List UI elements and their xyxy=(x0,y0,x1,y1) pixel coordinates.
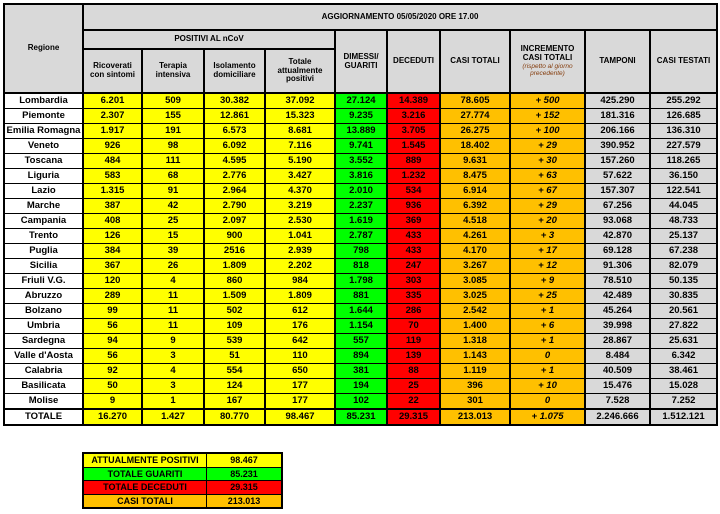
tamponi-cell: 8.484 xyxy=(585,349,650,364)
deceduti-cell: 286 xyxy=(387,304,440,319)
col-header-ricoverati-con-sintomi: Ricoverati con sintomi xyxy=(83,49,142,93)
tamponi-cell: 57.622 xyxy=(585,169,650,184)
ricoverati-cell: 1.315 xyxy=(83,184,142,199)
summary-label: TOTALE DECEDUTI xyxy=(83,481,207,495)
totale-positivi-cell: 176 xyxy=(265,319,335,334)
dimessi-guariti-cell: 381 xyxy=(335,364,387,379)
incremento-cell: + 3 xyxy=(510,229,585,244)
incremento-cell: + 67 xyxy=(510,184,585,199)
incremento-cell: + 10 xyxy=(510,379,585,394)
isolamento-cell: 2.097 xyxy=(204,214,265,229)
deceduti-cell: 88 xyxy=(387,364,440,379)
totale-positivi-cell: 642 xyxy=(265,334,335,349)
isolamento-cell: 167 xyxy=(204,394,265,410)
region-name-cell: Campania xyxy=(4,214,83,229)
terapia-cell: 11 xyxy=(142,319,204,334)
casi-totali-cell: 2.542 xyxy=(440,304,510,319)
isolamento-cell: 30.382 xyxy=(204,93,265,109)
isolamento-cell: 2.790 xyxy=(204,199,265,214)
tamponi-cell: 42.870 xyxy=(585,229,650,244)
table-row xyxy=(4,139,717,154)
table-row xyxy=(4,184,717,199)
ricoverati-cell: 120 xyxy=(83,274,142,289)
totale-positivi-cell: 7.116 xyxy=(265,139,335,154)
ricoverati-cell: 384 xyxy=(83,244,142,259)
deceduti-cell: 1.545 xyxy=(387,139,440,154)
incremento-cell: + 25 xyxy=(510,289,585,304)
tamponi-cell: 181.316 xyxy=(585,109,650,124)
totale-positivi-cell: 2.939 xyxy=(265,244,335,259)
region-name-cell: Marche xyxy=(4,199,83,214)
ricoverati-cell: 6.201 xyxy=(83,93,142,109)
col-header-regione: Regione xyxy=(4,4,83,93)
casi-testati-cell: 126.685 xyxy=(650,109,717,124)
casi-totali-cell: 301 xyxy=(440,394,510,410)
table-row xyxy=(4,259,717,274)
isolamento-cell: 1.809 xyxy=(204,259,265,274)
deceduti-cell: 3.216 xyxy=(387,109,440,124)
table-row xyxy=(4,229,717,244)
ricoverati-cell: 9 xyxy=(83,394,142,410)
terapia-cell: 11 xyxy=(142,304,204,319)
dimessi-guariti-cell: 27.124 xyxy=(335,93,387,109)
col-header-casi-totali: CASI TOTALI xyxy=(440,30,510,93)
col-header-terapia-intensiva: Terapia intensiva xyxy=(142,49,204,93)
casi-testati-cell: 25.137 xyxy=(650,229,717,244)
incremento-cell: + 1 xyxy=(510,364,585,379)
col-header-dimessi-guariti: DIMESSI/ GUARITI xyxy=(335,30,387,93)
ricoverati-cell: 16.270 xyxy=(83,409,142,425)
col-header-incremento xyxy=(510,30,585,93)
summary-value: 29.315 xyxy=(207,481,283,495)
region-name-cell: Sardegna xyxy=(4,334,83,349)
terapia-cell: 39 xyxy=(142,244,204,259)
incremento-cell: + 20 xyxy=(510,214,585,229)
casi-testati-cell: 67.238 xyxy=(650,244,717,259)
region-name-cell: Lombardia xyxy=(4,93,83,109)
terapia-cell: 3 xyxy=(142,349,204,364)
isolamento-cell: 554 xyxy=(204,364,265,379)
terapia-cell: 11 xyxy=(142,289,204,304)
casi-testati-cell: 7.252 xyxy=(650,394,717,410)
totale-positivi-cell: 984 xyxy=(265,274,335,289)
summary-table xyxy=(82,452,283,509)
tamponi-cell: 78.510 xyxy=(585,274,650,289)
ricoverati-cell: 2.307 xyxy=(83,109,142,124)
deceduti-cell: 3.705 xyxy=(387,124,440,139)
totale-positivi-cell: 5.190 xyxy=(265,154,335,169)
summary-value: 85.231 xyxy=(207,467,283,481)
terapia-cell: 15 xyxy=(142,229,204,244)
table-row xyxy=(4,199,717,214)
casi-testati-cell: 36.150 xyxy=(650,169,717,184)
terapia-cell: 91 xyxy=(142,184,204,199)
incremento-cell: + 29 xyxy=(510,139,585,154)
tamponi-cell: 45.264 xyxy=(585,304,650,319)
table-row xyxy=(4,334,717,349)
casi-totali-cell: 26.275 xyxy=(440,124,510,139)
casi-testati-cell: 122.541 xyxy=(650,184,717,199)
table-row xyxy=(4,274,717,289)
dimessi-guariti-cell: 1.798 xyxy=(335,274,387,289)
terapia-cell: 155 xyxy=(142,109,204,124)
isolamento-cell: 80.770 xyxy=(204,409,265,425)
covid-regions-table xyxy=(3,3,718,426)
summary-value: 98.467 xyxy=(207,453,283,467)
incremento-cell: + 29 xyxy=(510,199,585,214)
isolamento-cell: 4.595 xyxy=(204,154,265,169)
incremento-cell: + 500 xyxy=(510,93,585,109)
terapia-cell: 25 xyxy=(142,214,204,229)
incremento-cell: + 1 xyxy=(510,334,585,349)
totale-positivi-cell: 2.530 xyxy=(265,214,335,229)
incremento-cell: + 63 xyxy=(510,169,585,184)
casi-testati-cell: 1.512.121 xyxy=(650,409,717,425)
col-header-casi-testati: CASI TESTATI xyxy=(650,30,717,93)
incremento-cell: + 100 xyxy=(510,124,585,139)
incremento-cell: + 6 xyxy=(510,319,585,334)
terapia-cell: 191 xyxy=(142,124,204,139)
table-row xyxy=(4,109,717,124)
incremento-cell: + 12 xyxy=(510,259,585,274)
casi-totali-cell: 4.518 xyxy=(440,214,510,229)
ricoverati-cell: 56 xyxy=(83,349,142,364)
casi-testati-cell: 50.135 xyxy=(650,274,717,289)
incremento-cell: + 9 xyxy=(510,274,585,289)
terapia-cell: 111 xyxy=(142,154,204,169)
dimessi-guariti-cell: 13.889 xyxy=(335,124,387,139)
col-header-isolamento-domiciliare: Isolamento domiciliare xyxy=(204,49,265,93)
dimessi-guariti-cell: 2.787 xyxy=(335,229,387,244)
casi-totali-cell: 6.914 xyxy=(440,184,510,199)
incremento-cell: + 152 xyxy=(510,109,585,124)
deceduti-cell: 1.232 xyxy=(387,169,440,184)
casi-testati-cell: 227.579 xyxy=(650,139,717,154)
table-row xyxy=(4,349,717,364)
table-row xyxy=(4,304,717,319)
incremento-cell: + 30 xyxy=(510,154,585,169)
totale-row xyxy=(4,409,717,425)
table-row xyxy=(4,154,717,169)
summary-label: TOTALE GUARITI xyxy=(83,467,207,481)
dimessi-guariti-cell: 2.237 xyxy=(335,199,387,214)
casi-testati-cell: 6.342 xyxy=(650,349,717,364)
region-name-cell: Trento xyxy=(4,229,83,244)
casi-totali-cell: 6.392 xyxy=(440,199,510,214)
dimessi-guariti-cell: 85.231 xyxy=(335,409,387,425)
casi-testati-cell: 118.265 xyxy=(650,154,717,169)
tamponi-cell: 91.306 xyxy=(585,259,650,274)
region-name-cell: Veneto xyxy=(4,139,83,154)
tamponi-cell: 40.509 xyxy=(585,364,650,379)
deceduti-cell: 25 xyxy=(387,379,440,394)
table-row xyxy=(4,124,717,139)
totale-positivi-cell: 3.427 xyxy=(265,169,335,184)
deceduti-cell: 14.389 xyxy=(387,93,440,109)
deceduti-cell: 303 xyxy=(387,274,440,289)
casi-totali-cell: 4.170 xyxy=(440,244,510,259)
col-header-totale-attualmente-positivi: Totale attualmente positivi xyxy=(265,49,335,93)
isolamento-cell: 109 xyxy=(204,319,265,334)
totale-positivi-cell: 110 xyxy=(265,349,335,364)
ricoverati-cell: 92 xyxy=(83,364,142,379)
casi-testati-cell: 82.079 xyxy=(650,259,717,274)
isolamento-cell: 1.509 xyxy=(204,289,265,304)
dimessi-guariti-cell: 1.644 xyxy=(335,304,387,319)
casi-totali-cell: 1.318 xyxy=(440,334,510,349)
summary-row xyxy=(83,494,282,508)
dimessi-guariti-cell: 798 xyxy=(335,244,387,259)
terapia-cell: 509 xyxy=(142,93,204,109)
tamponi-cell: 206.166 xyxy=(585,124,650,139)
casi-totali-cell: 3.085 xyxy=(440,274,510,289)
incremento-cell: + 1.075 xyxy=(510,409,585,425)
col-header-incremento-label: INCREMENTO CASI TOTALI xyxy=(520,44,575,63)
summary-value: 213.013 xyxy=(207,494,283,508)
totale-positivi-cell: 15.323 xyxy=(265,109,335,124)
isolamento-cell: 900 xyxy=(204,229,265,244)
tamponi-cell: 157.307 xyxy=(585,184,650,199)
ricoverati-cell: 126 xyxy=(83,229,142,244)
terapia-cell: 42 xyxy=(142,199,204,214)
casi-testati-cell: 48.733 xyxy=(650,214,717,229)
region-name-cell: Puglia xyxy=(4,244,83,259)
terapia-cell: 98 xyxy=(142,139,204,154)
table-row xyxy=(4,379,717,394)
table-row xyxy=(4,319,717,334)
casi-testati-cell: 44.045 xyxy=(650,199,717,214)
tamponi-cell: 15.476 xyxy=(585,379,650,394)
dimessi-guariti-cell: 102 xyxy=(335,394,387,410)
summary-row xyxy=(83,467,282,481)
table-row xyxy=(4,364,717,379)
table-row xyxy=(4,289,717,304)
isolamento-cell: 12.861 xyxy=(204,109,265,124)
col-header-tamponi: TAMPONI xyxy=(585,30,650,93)
totale-positivi-cell: 2.202 xyxy=(265,259,335,274)
tamponi-cell: 69.128 xyxy=(585,244,650,259)
region-name-cell: Liguria xyxy=(4,169,83,184)
totale-positivi-cell: 3.219 xyxy=(265,199,335,214)
casi-testati-cell: 255.292 xyxy=(650,93,717,109)
deceduti-cell: 139 xyxy=(387,349,440,364)
tamponi-cell: 157.260 xyxy=(585,154,650,169)
totale-positivi-cell: 4.370 xyxy=(265,184,335,199)
incremento-cell: 0 xyxy=(510,349,585,364)
terapia-cell: 1 xyxy=(142,394,204,410)
deceduti-cell: 247 xyxy=(387,259,440,274)
table-row xyxy=(4,244,717,259)
deceduti-cell: 534 xyxy=(387,184,440,199)
summary-label: ATTUALMENTE POSITIVI xyxy=(83,453,207,467)
ricoverati-cell: 56 xyxy=(83,319,142,334)
incremento-cell: + 1 xyxy=(510,304,585,319)
terapia-cell: 4 xyxy=(142,274,204,289)
tamponi-cell: 39.998 xyxy=(585,319,650,334)
isolamento-cell: 2516 xyxy=(204,244,265,259)
tamponi-cell: 2.246.666 xyxy=(585,409,650,425)
dimessi-guariti-cell: 557 xyxy=(335,334,387,349)
dimessi-guariti-cell: 881 xyxy=(335,289,387,304)
dimessi-guariti-cell: 3.552 xyxy=(335,154,387,169)
table-row xyxy=(4,169,717,184)
isolamento-cell: 6.092 xyxy=(204,139,265,154)
ricoverati-cell: 50 xyxy=(83,379,142,394)
totale-positivi-cell: 177 xyxy=(265,379,335,394)
casi-totali-cell: 1.119 xyxy=(440,364,510,379)
region-name-cell: Friuli V.G. xyxy=(4,274,83,289)
deceduti-cell: 22 xyxy=(387,394,440,410)
casi-totali-cell: 1.143 xyxy=(440,349,510,364)
totale-positivi-cell: 8.681 xyxy=(265,124,335,139)
incremento-cell: + 17 xyxy=(510,244,585,259)
ricoverati-cell: 367 xyxy=(83,259,142,274)
dimessi-guariti-cell: 894 xyxy=(335,349,387,364)
dimessi-guariti-cell: 2.010 xyxy=(335,184,387,199)
casi-totali-cell: 3.025 xyxy=(440,289,510,304)
region-name-cell: Basilicata xyxy=(4,379,83,394)
casi-totali-cell: 4.261 xyxy=(440,229,510,244)
casi-totali-cell: 8.475 xyxy=(440,169,510,184)
deceduti-cell: 889 xyxy=(387,154,440,169)
region-name-cell: Toscana xyxy=(4,154,83,169)
deceduti-cell: 335 xyxy=(387,289,440,304)
summary-row xyxy=(83,453,282,467)
terapia-cell: 1.427 xyxy=(142,409,204,425)
dimessi-guariti-cell: 9.235 xyxy=(335,109,387,124)
totale-positivi-cell: 612 xyxy=(265,304,335,319)
isolamento-cell: 6.573 xyxy=(204,124,265,139)
table-row xyxy=(4,93,717,109)
tamponi-cell: 28.867 xyxy=(585,334,650,349)
terapia-cell: 3 xyxy=(142,379,204,394)
region-name-cell: Bolzano xyxy=(4,304,83,319)
ricoverati-cell: 484 xyxy=(83,154,142,169)
ricoverati-cell: 94 xyxy=(83,334,142,349)
incremento-cell: 0 xyxy=(510,394,585,410)
region-name-cell: Umbria xyxy=(4,319,83,334)
isolamento-cell: 860 xyxy=(204,274,265,289)
totale-positivi-cell: 1.041 xyxy=(265,229,335,244)
terapia-cell: 4 xyxy=(142,364,204,379)
col-group-positivi-ncov: POSITIVI AL nCoV xyxy=(83,30,335,49)
summary-row xyxy=(83,481,282,495)
deceduti-cell: 369 xyxy=(387,214,440,229)
deceduti-cell: 433 xyxy=(387,244,440,259)
deceduti-cell: 936 xyxy=(387,199,440,214)
casi-totali-cell: 396 xyxy=(440,379,510,394)
casi-testati-cell: 20.561 xyxy=(650,304,717,319)
deceduti-cell: 29.315 xyxy=(387,409,440,425)
ricoverati-cell: 926 xyxy=(83,139,142,154)
tamponi-cell: 93.068 xyxy=(585,214,650,229)
tamponi-cell: 42.489 xyxy=(585,289,650,304)
report-title: AGGIORNAMENTO 05/05/2020 ORE 17.00 xyxy=(83,4,717,30)
region-name-cell: Lazio xyxy=(4,184,83,199)
casi-totali-cell: 18.402 xyxy=(440,139,510,154)
dimessi-guariti-cell: 9.741 xyxy=(335,139,387,154)
deceduti-cell: 433 xyxy=(387,229,440,244)
col-header-deceduti: DECEDUTI xyxy=(387,30,440,93)
ricoverati-cell: 408 xyxy=(83,214,142,229)
region-name-cell: Calabria xyxy=(4,364,83,379)
casi-totali-cell: 9.631 xyxy=(440,154,510,169)
dimessi-guariti-cell: 1.619 xyxy=(335,214,387,229)
region-name-cell: Piemonte xyxy=(4,109,83,124)
terapia-cell: 68 xyxy=(142,169,204,184)
deceduti-cell: 119 xyxy=(387,334,440,349)
casi-totali-cell: 3.267 xyxy=(440,259,510,274)
casi-totali-cell: 1.400 xyxy=(440,319,510,334)
table-row xyxy=(4,214,717,229)
terapia-cell: 26 xyxy=(142,259,204,274)
casi-totali-cell: 27.774 xyxy=(440,109,510,124)
totale-positivi-cell: 650 xyxy=(265,364,335,379)
dimessi-guariti-cell: 818 xyxy=(335,259,387,274)
casi-testati-cell: 27.822 xyxy=(650,319,717,334)
totale-positivi-cell: 98.467 xyxy=(265,409,335,425)
terapia-cell: 9 xyxy=(142,334,204,349)
dimessi-guariti-cell: 194 xyxy=(335,379,387,394)
isolamento-cell: 51 xyxy=(204,349,265,364)
tamponi-cell: 425.290 xyxy=(585,93,650,109)
ricoverati-cell: 387 xyxy=(83,199,142,214)
tamponi-cell: 7.528 xyxy=(585,394,650,410)
deceduti-cell: 70 xyxy=(387,319,440,334)
region-name-cell: Sicilia xyxy=(4,259,83,274)
region-name-cell: Molise xyxy=(4,394,83,410)
casi-testati-cell: 30.835 xyxy=(650,289,717,304)
table-row xyxy=(4,394,717,410)
region-name-cell: Abruzzo xyxy=(4,289,83,304)
tamponi-cell: 67.256 xyxy=(585,199,650,214)
summary-label: CASI TOTALI xyxy=(83,494,207,508)
casi-testati-cell: 25.631 xyxy=(650,334,717,349)
col-header-incremento-note: (rispetto al giorno precedente) xyxy=(522,62,573,78)
region-name-cell: Valle d'Aosta xyxy=(4,349,83,364)
casi-totali-cell: 78.605 xyxy=(440,93,510,109)
dimessi-guariti-cell: 1.154 xyxy=(335,319,387,334)
isolamento-cell: 2.776 xyxy=(204,169,265,184)
ricoverati-cell: 99 xyxy=(83,304,142,319)
ricoverati-cell: 583 xyxy=(83,169,142,184)
isolamento-cell: 2.964 xyxy=(204,184,265,199)
isolamento-cell: 502 xyxy=(204,304,265,319)
dimessi-guariti-cell: 3.816 xyxy=(335,169,387,184)
totale-positivi-cell: 177 xyxy=(265,394,335,410)
totale-positivi-cell: 37.092 xyxy=(265,93,335,109)
casi-testati-cell: 15.028 xyxy=(650,379,717,394)
region-name-cell: Emilia Romagna xyxy=(4,124,83,139)
isolamento-cell: 124 xyxy=(204,379,265,394)
casi-totali-cell: 213.013 xyxy=(440,409,510,425)
casi-testati-cell: 38.461 xyxy=(650,364,717,379)
ricoverati-cell: 289 xyxy=(83,289,142,304)
isolamento-cell: 539 xyxy=(204,334,265,349)
totale-label-cell: TOTALE xyxy=(4,409,83,425)
totale-positivi-cell: 1.809 xyxy=(265,289,335,304)
ricoverati-cell: 1.917 xyxy=(83,124,142,139)
casi-testati-cell: 136.310 xyxy=(650,124,717,139)
tamponi-cell: 390.952 xyxy=(585,139,650,154)
